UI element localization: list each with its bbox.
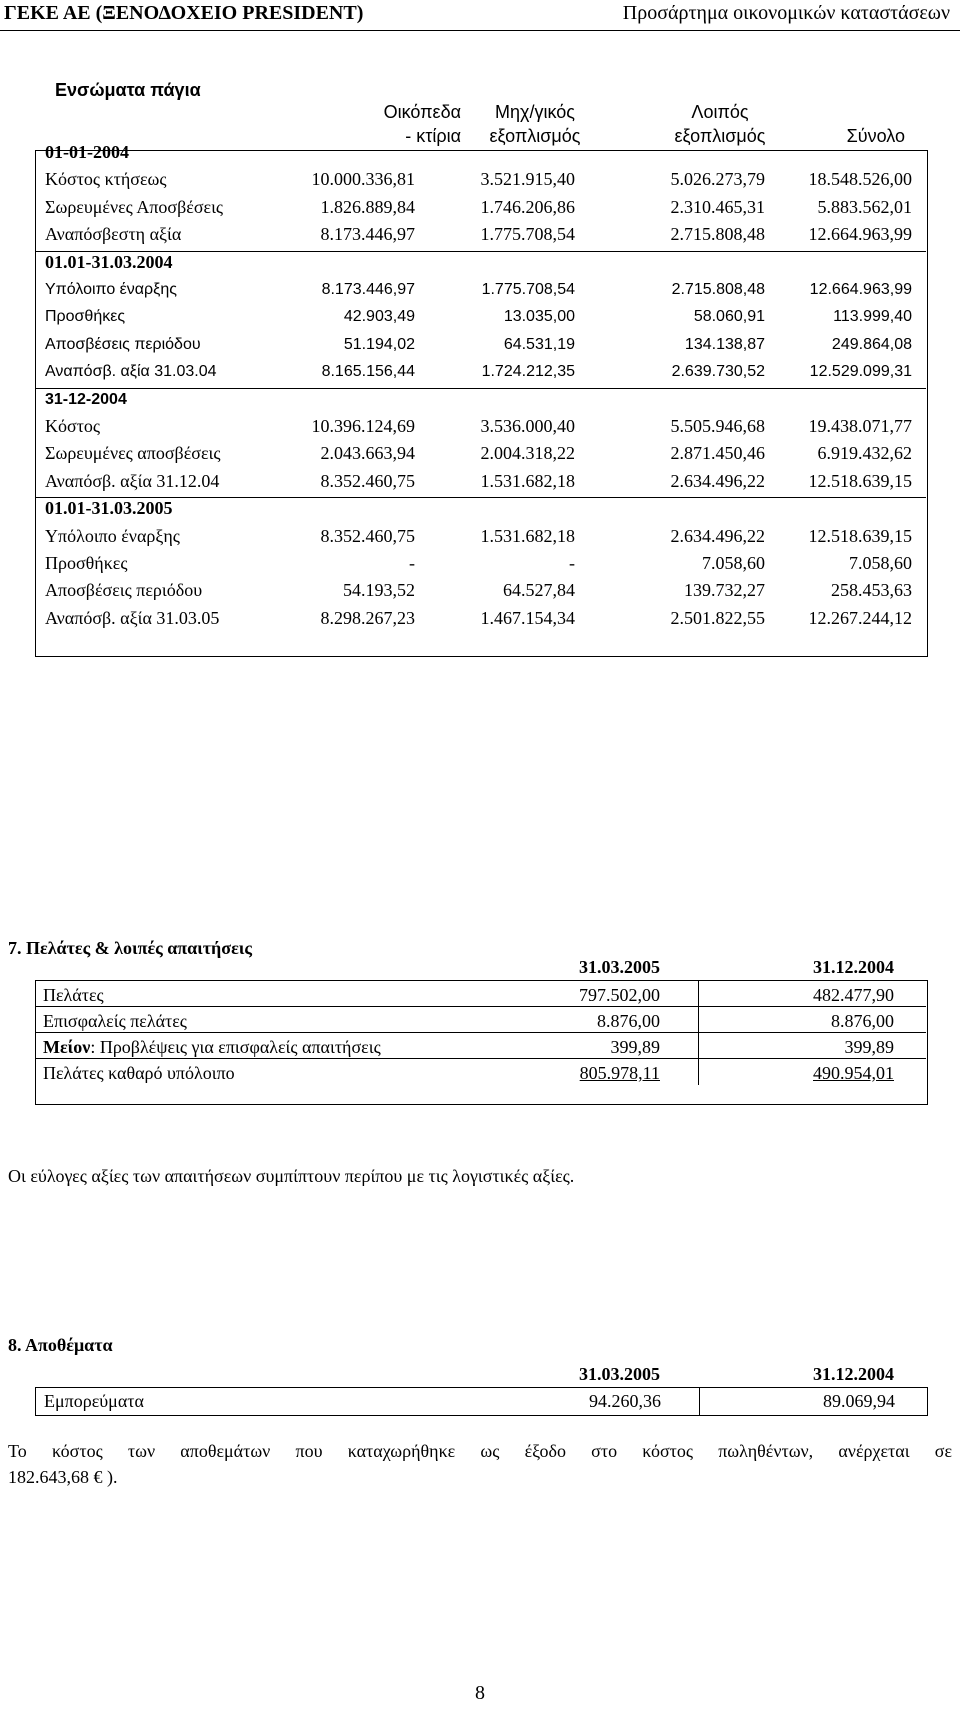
asset-row-label: Κόστος — [45, 416, 101, 436]
asset-row-label: Αναπόσβ. αξία 31.12.04 — [45, 471, 220, 491]
asset-row-label: Κόστος κτήσεως — [45, 169, 167, 189]
receivables-row-label-text: Πελάτες — [43, 985, 104, 1005]
asset-row-label: 31-12-2004 — [45, 391, 127, 408]
asset-row-label: Σωρευμένες αποσβέσεις — [45, 443, 221, 463]
asset-value: 19.438.071,77 — [808, 416, 912, 436]
receivables-value: 482.477,90 — [813, 985, 894, 1005]
asset-row — [35, 414, 926, 440]
asset-value: 2.871.450,46 — [670, 443, 765, 463]
asset-value: 54.193,52 — [343, 580, 415, 600]
asset-value: 12.267.244,12 — [808, 608, 912, 628]
asset-value: 1.746.206,86 — [480, 197, 575, 217]
receivables-row-label-text: : Προβλέψεις για επισφαλείς απαιτήσεις — [90, 1037, 381, 1057]
asset-section-divider — [35, 251, 926, 252]
inventory-col-2005: 31.03.2005 — [579, 1364, 660, 1384]
asset-row — [35, 551, 926, 577]
inventory-col-2004: 31.12.2004 — [813, 1364, 894, 1384]
asset-value: 1.775.708,54 — [480, 224, 575, 244]
asset-value: 12.529.099,31 — [809, 363, 912, 380]
asset-value: 1.531.682,18 — [480, 526, 575, 546]
page-number: 8 — [475, 1682, 485, 1704]
asset-row-label: Αναπόσβ. αξία 31.03.04 — [45, 363, 217, 380]
receivables-row-label — [43, 1037, 381, 1058]
asset-row — [35, 140, 926, 166]
asset-value: 12.518.639,15 — [808, 471, 912, 491]
asset-value: 113.999,40 — [833, 308, 912, 325]
receivables-row — [35, 983, 926, 1007]
asset-row — [35, 195, 926, 221]
receivables-row — [35, 1009, 926, 1033]
asset-value: 258.453,63 — [831, 580, 912, 600]
asset-value: 12.518.639,15 — [808, 526, 912, 546]
asset-row — [35, 496, 926, 522]
asset-value: 139.732,27 — [684, 580, 765, 600]
asset-row — [35, 524, 926, 550]
asset-row-label: Αποσβέσεις περιόδου — [45, 580, 203, 600]
receivables-row-label-text: Πελάτες καθαρό υπόλοιπο — [43, 1063, 235, 1083]
asset-value: 249.864,08 — [831, 336, 912, 353]
asset-row — [35, 250, 926, 276]
asset-value: 1.826.889,84 — [320, 197, 415, 217]
inventory-value-2004: 89.069,94 — [823, 1391, 895, 1411]
inventory-table — [35, 1387, 928, 1416]
asset-value: 64.527,84 — [503, 580, 575, 600]
receivables-row-divider — [35, 1006, 926, 1007]
asset-row-label: Προσθήκες — [45, 308, 126, 325]
asset-value: 5.026.273,79 — [670, 169, 765, 189]
asset-value: 2.043.663,94 — [320, 443, 415, 463]
document-title: Προσάρτημα οικονομικών καταστάσεων — [622, 2, 950, 24]
asset-row-label: Σωρευμένες Αποσβέσεις — [45, 197, 224, 217]
receivables-row — [35, 1035, 926, 1059]
asset-value: 12.664.963,99 — [808, 224, 912, 244]
asset-value: 58.060,91 — [693, 308, 765, 325]
receivables-value: 805.978,11 — [579, 1063, 660, 1083]
asset-value: 8.173.446,97 — [321, 281, 415, 298]
receivables-col-2005: 31.03.2005 — [579, 957, 660, 977]
asset-value: 13.035,00 — [503, 308, 575, 325]
receivables-row-divider — [35, 1058, 926, 1059]
col-head-line: Λοιπός — [691, 102, 749, 122]
asset-value: 12.664.963,99 — [809, 281, 912, 298]
receivables-value: 399,89 — [844, 1037, 894, 1057]
receivables-row-label-text: Επισφαλείς πελάτες — [43, 1011, 187, 1031]
receivables-title: 7. Πελάτες & λοιπές απαιτήσεις — [8, 938, 252, 958]
asset-value: 2.639.730,52 — [671, 363, 765, 380]
inventory-note-line1: Το κόστος των αποθεμάτων που καταχωρήθηκε ως έξοδο στο κόστος πωληθέντων, ανέρχεται σε — [8, 1441, 952, 1461]
asset-section-divider — [35, 388, 926, 389]
asset-value: 18.548.526,00 — [808, 169, 912, 189]
asset-row-label: 01.01-31.03.2005 — [45, 498, 173, 518]
asset-value: 10.396.124,69 — [311, 416, 415, 436]
receivables-row — [35, 1061, 926, 1085]
inventory-row-label: Εμπορεύματα — [44, 1391, 144, 1411]
receivables-col-2004: 31.12.2004 — [813, 957, 894, 977]
asset-value: 64.531,19 — [503, 336, 575, 353]
col-head-line: Οικόπεδα — [383, 102, 461, 122]
asset-row-label: Αποσβέσεις περιόδου — [45, 336, 201, 353]
asset-value: 8.352.460,75 — [320, 471, 415, 491]
asset-value: 2.501.822,55 — [670, 608, 765, 628]
asset-row-label: Αναπόσβεστη αξία — [45, 224, 182, 244]
asset-row-label: Υπόλοιπο έναρξης — [45, 526, 180, 546]
col-head-line: Σύνολο — [846, 126, 905, 146]
asset-value: 2.634.496,22 — [670, 471, 765, 491]
asset-value: 2.004.318,22 — [480, 443, 575, 463]
asset-value: - — [569, 553, 575, 573]
asset-value: 1.467.154,34 — [480, 608, 575, 628]
asset-row — [35, 222, 926, 248]
page-header — [0, 0, 960, 30]
asset-row — [35, 277, 926, 303]
asset-value: 2.310.465,31 — [670, 197, 765, 217]
receivables-row-label — [43, 985, 104, 1006]
asset-value: 51.194,02 — [343, 336, 415, 353]
col-head-line — [800, 100, 905, 124]
asset-value: 1.531.682,18 — [480, 471, 575, 491]
receivables-value: 8.876,00 — [597, 1011, 660, 1031]
asset-value: 134.138,87 — [684, 336, 765, 353]
receivables-row-divider — [35, 1032, 926, 1033]
inventory-note-line2: 182.643,68 € ). — [8, 1467, 118, 1487]
receivables-row-label — [43, 1011, 187, 1032]
asset-value: 8.298.267,23 — [320, 608, 415, 628]
col-head-line: - κτίρια — [405, 126, 461, 146]
receivables-row-label — [43, 1063, 235, 1084]
asset-row — [35, 606, 926, 632]
col-head-line: Μηχ/γικός — [495, 102, 575, 122]
asset-row-label: Υπόλοιπο έναρξης — [45, 281, 177, 298]
asset-value: 2.715.808,48 — [671, 281, 765, 298]
asset-section-divider — [35, 497, 926, 498]
asset-row-label: Αναπόσβ. αξία 31.03.05 — [45, 608, 220, 628]
col-head-line: εξοπλισμός — [489, 126, 581, 146]
receivables-col-divider — [698, 980, 699, 1085]
receivables-value: 797.502,00 — [579, 985, 660, 1005]
col-head-line: εξοπλισμός — [674, 126, 766, 146]
asset-value: 5.505.946,68 — [670, 416, 765, 436]
inventory-value-2005: 94.260,36 — [589, 1391, 661, 1411]
asset-row — [35, 469, 926, 495]
asset-row — [35, 441, 926, 467]
asset-row — [35, 304, 926, 330]
asset-row-label: 01-01-2004 — [45, 142, 129, 162]
asset-value: 6.919.432,62 — [817, 443, 912, 463]
asset-value: 3.536.000,40 — [480, 416, 575, 436]
asset-value: 5.883.562,01 — [817, 197, 912, 217]
asset-value: 2.715.808,48 — [670, 224, 765, 244]
company-name: ΓΕΚΕ ΑΕ (ΞΕΝΟΔΟΧΕΙΟ PRESIDENT) — [4, 2, 364, 24]
asset-value: 2.634.496,22 — [670, 526, 765, 546]
inventory-title: 8. Αποθέματα — [8, 1335, 113, 1355]
asset-row-label: 01.01-31.03.2004 — [45, 252, 173, 272]
asset-value: 8.165.156,44 — [321, 363, 415, 380]
receivables-row-label-bold: Μείον — [43, 1037, 91, 1057]
receivables-value: 8.876,00 — [831, 1011, 894, 1031]
receivables-value: 399,89 — [610, 1037, 660, 1057]
asset-value: 42.903,49 — [343, 308, 415, 325]
asset-value: 8.173.446,97 — [320, 224, 415, 244]
asset-value: 7.058,60 — [702, 553, 765, 573]
asset-row-label: Προσθήκες — [45, 553, 128, 573]
asset-row — [35, 332, 926, 358]
asset-value: 10.000.336,81 — [311, 169, 415, 189]
asset-row — [35, 578, 926, 604]
asset-value: 1.724.212,35 — [481, 363, 575, 380]
fixed-assets-title: Ενσώματα πάγια — [55, 80, 201, 100]
asset-row — [35, 359, 926, 385]
asset-value: - — [409, 553, 415, 573]
asset-row — [35, 387, 926, 413]
asset-value: 3.521.915,40 — [480, 169, 575, 189]
header-rule — [0, 30, 960, 31]
asset-value: 7.058,60 — [849, 553, 912, 573]
asset-value: 8.352.460,75 — [320, 526, 415, 546]
receivables-value: 490.954,01 — [813, 1063, 894, 1083]
receivables-note: Οι εύλογες αξίες των απαιτήσεων συμπίπτουν περίπου με τις λογιστικές αξίες. — [8, 1166, 575, 1186]
asset-value: 1.775.708,54 — [481, 281, 575, 298]
inventory-col-divider — [699, 1388, 700, 1415]
asset-row — [35, 167, 926, 193]
